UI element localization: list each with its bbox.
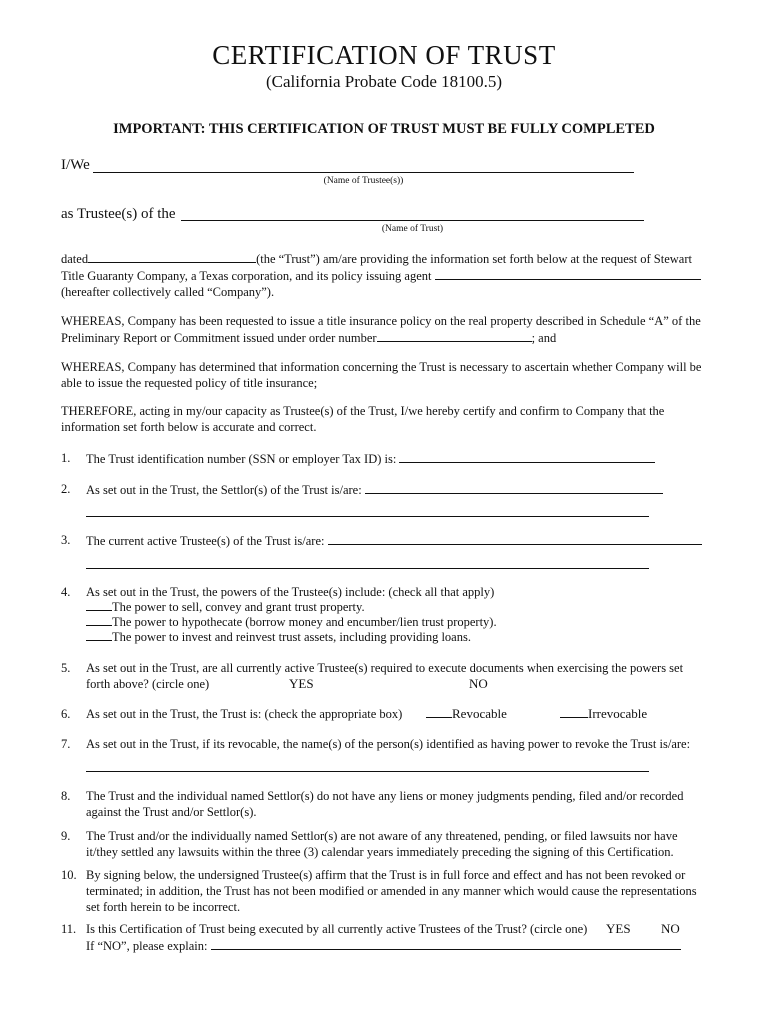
active-trustee-field-line2[interactable] [86,568,649,569]
dated-line1-rest: (the “Trust”) am/are providing the information set forth below at the request of Stewart [256,252,692,266]
dated-label: dated [61,252,89,266]
item-1-number: 1. [61,451,71,465]
item-3-text: The current active Trustee(s) of the Trust is/are: [86,534,325,548]
document-title: CERTIFICATION OF TRUST [212,40,556,70]
settlor-field-line2[interactable] [86,516,649,517]
item-8-line1: The Trust and the individual named Settlor(s) do not have any liens or money judgments pending, filed and/or recorded [86,789,684,803]
item-9-line1: The Trust and/or the individually named Settlor(s) are not aware of any threatened, pending, or filed lawsuits nor have [86,829,678,843]
item-11-yes-option[interactable]: YES [606,921,631,936]
item-6-number: 6. [61,707,71,721]
item-9-line2: it/they settled any lawsuits within the three (3) calendar years immediately preceding the signing of this Certification. [86,845,674,859]
irrevocable-checkbox[interactable] [560,706,588,718]
item-5-yes-option[interactable]: YES [289,676,314,691]
whereas2-line1: WHEREAS, Company has determined that information concerning the Trust is necessary to ascertain whether Company will be [61,360,702,374]
item-5-line1: As set out in the Trust, are all currently active Trustee(s) required to execute documents when exercising the powers set [86,661,684,675]
order-number-field[interactable] [377,329,532,342]
item-1-text: The Trust identification number (SSN or employer Tax ID) is: [86,452,397,466]
whereas2-line2: able to issue the requested policy of title insurance; [61,376,318,390]
item-11-line2 [86,937,681,954]
item-3 [86,532,702,549]
item-11-line1: Is this Certification of Trust being executed by all currently active Trustees of the Trust? (circle one) [86,922,588,936]
item-3-number: 3. [61,533,71,547]
item-1 [86,450,655,467]
whereas-paragraph-1 [61,313,701,346]
item-10-number: 10. [61,868,77,882]
item-9 [86,828,678,860]
explain-field[interactable] [211,937,681,950]
item-5-number: 5. [61,661,71,675]
item-7-text: As set out in the Trust, if its revocable, the name(s) of the person(s) identified as having power to revoke the Trust is/are: [86,737,691,751]
item-2-number: 2. [61,482,71,496]
item-5-line2: forth above? (circle one) [86,677,210,691]
item-7-number: 7. [61,737,71,751]
item-9-number: 9. [61,829,71,843]
item-8-number: 8. [61,789,71,803]
power-hypothecate-label: The power to hypothecate (borrow money and encumber/lien trust property). [112,615,497,629]
trustee-name-caption: (Name of Trustee(s)) [323,176,404,186]
item-10-line2: terminated; in addition, the Trust has not been modified or amended in any manner which would cause the representations [86,884,697,898]
irrevocable-option [560,706,647,722]
item-4-number: 4. [61,585,71,599]
whereas1-line2b: ; and [531,331,557,345]
issuing-agent-field[interactable] [435,267,701,280]
item-10-line1: By signing below, the undersigned Trustee(s) affirm that the Trust is in full force and effect and has not been revoked or [86,868,686,882]
revocable-label: Revocable [452,706,507,721]
dated-paragraph [61,250,701,300]
dated-line3: (hereafter collectively called “Company”). [61,285,275,299]
therefore-paragraph [61,403,664,435]
active-trustee-field[interactable] [328,532,702,545]
whereas1-line2a: Preliminary Report or Commitment issued under order number [61,331,377,345]
whereas-paragraph-2 [61,359,702,391]
item-4-text: As set out in the Trust, the powers of the Trustee(s) include: (check all that apply) [86,585,495,599]
therefore-line1: THEREFORE, acting in my/our capacity as Trustee(s) of the Trust, I/we hereby certify and confirm to Company that the [61,404,665,418]
power-sell-label: The power to sell, convey and grant trust property. [112,600,365,614]
item-5 [86,660,683,692]
dated-field[interactable] [88,250,256,263]
item-10-line3: set forth herein to be incorrect. [86,900,241,914]
item-6-text: As set out in the Trust, the Trust is: (check the appropriate box) [86,707,403,721]
settlor-field[interactable] [365,481,663,494]
revocable-checkbox[interactable] [426,706,452,718]
trust-name-field[interactable] [181,220,644,221]
item-11-number: 11. [61,922,77,936]
power-invest-label: The power to invest and reinvest trust assets, including providing loans. [112,630,471,644]
dated-line2: Title Guaranty Company, a Texas corporation, and its policy issuing agent [61,269,432,283]
item-2-text: As set out in the Trust, the Settlor(s) of the Trust is/are: [86,483,362,497]
trust-name-caption: (Name of Trust) [381,224,444,234]
item-4 [86,584,497,645]
as-trustee-label: as Trustee(s) of the [61,206,176,222]
document-subtitle: (California Probate Code 18100.5) [265,72,503,91]
power-hypothecate-checkbox[interactable] [86,614,112,626]
item-10 [86,867,697,915]
power-sell-checkbox[interactable] [86,599,112,611]
revocable-option [426,706,507,722]
item-11-no-option[interactable]: NO [661,921,680,936]
item-8 [86,788,683,820]
trust-id-field[interactable] [399,450,655,463]
trustee-name-field[interactable] [93,172,634,173]
item-8-line2: against the Trust and/or Settlor(s). [86,805,257,819]
whereas1-line1: WHEREAS, Company has been requested to issue a title insurance policy on the real property described in Schedule “A” of the [61,314,701,328]
important-notice: IMPORTANT: THIS CERTIFICATION OF TRUST MUST BE FULLY COMPLETED [113,121,655,137]
item-2 [86,481,663,498]
revoke-power-field[interactable] [86,771,649,772]
item-5-no-option[interactable]: NO [469,676,488,691]
therefore-line2: information set forth below is accurate and correct. [61,420,317,434]
irrevocable-label: Irrevocable [588,706,648,721]
iwe-label: I/We [61,157,90,173]
explain-label: If “NO”, please explain: [86,939,208,953]
power-invest-checkbox[interactable] [86,629,112,641]
